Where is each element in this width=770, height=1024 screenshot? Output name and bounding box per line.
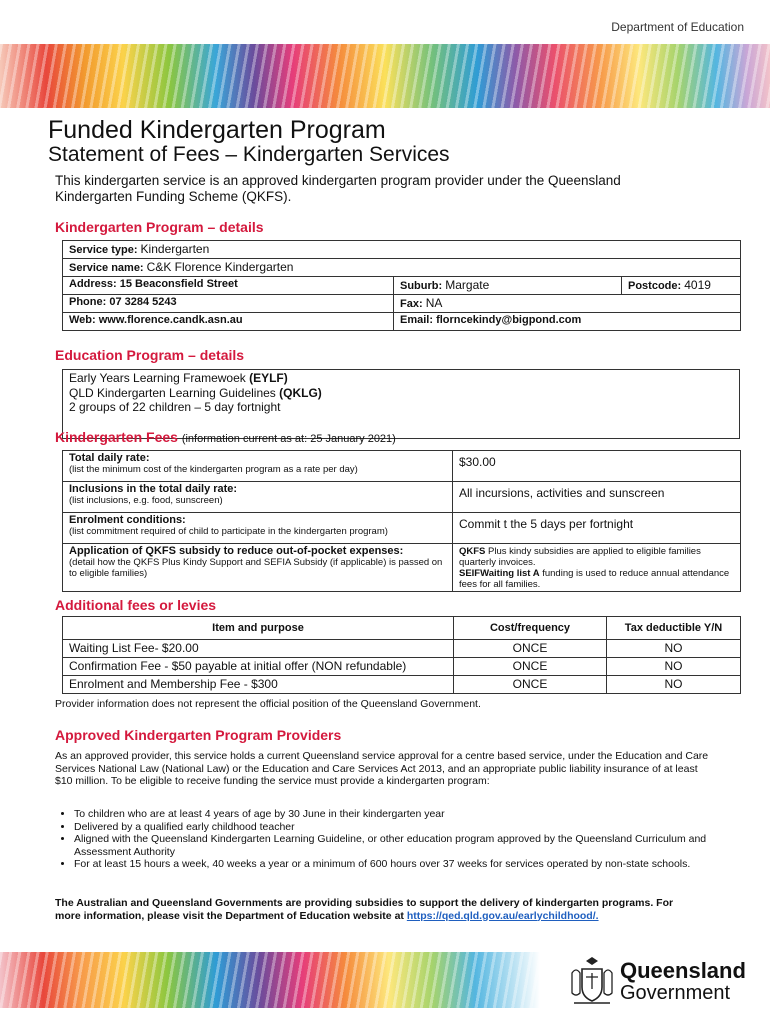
qld-crest-icon	[568, 955, 616, 1007]
education-line-qklg: QLD Kindergarten Learning Guidelines (QKLG)	[69, 385, 322, 400]
department-label: Department of Education	[611, 20, 744, 34]
service-type-cell: Service type: Kindergarten	[63, 241, 741, 259]
section-heading-fees: Kindergarten Fees (information current as at: 25 January 2021)	[55, 429, 396, 445]
subsidy-statement: The Australian and Queensland Governments are providing subsidies to support the delivery of kindergarten programs. For more information, please visit the Department of Education website at https://qed.qld.gov.au/earlychildhood/.	[55, 897, 674, 922]
decorative-banner-top	[0, 44, 770, 108]
col-header-item: Item and purpose	[63, 617, 454, 640]
web-cell: Web: www.florence.candk.asn.au	[63, 313, 394, 331]
intro-text: This kindergarten service is an approved kindergarten program provider under the Queensland Kindergarten Funding Scheme (QKFS).	[55, 173, 621, 204]
requirements-list	[55, 808, 734, 871]
address-cell: Address: 15 Beaconsfield Street	[63, 277, 394, 295]
education-line-eylf: Early Years Learning Framewoek (EYLF)	[69, 371, 288, 385]
inclusions-value: All incursions, activities and sunscreen	[453, 482, 741, 513]
decorative-banner-bottom	[0, 952, 540, 1008]
fee-row-inclusions: Inclusions in the total daily rate: (list inclusions, e.g. food, sunscreen) All incursions, activities and sunscreen	[63, 482, 741, 513]
fees-table	[62, 450, 741, 592]
service-name-cell: Service name: C&K Florence Kindergarten	[63, 259, 741, 277]
qkfs-value: QKFS Plus kindy subsidies are applied to eligible families quarterly invoices. SEIFWaiting list A funding is used to reduce annual attendance fees for all families.	[453, 544, 741, 592]
list-item: • Delivered by a qualified early childhood teacher	[74, 821, 734, 834]
list-item: • Aligned with the Queensland Kindergarten Learning Guideline, or other education program approved by the Queensland Curriculum and Assessment Authority	[74, 833, 734, 858]
approved-paragraph: As an approved provider, this service holds a current Queensland service approval for a centre based service, under the Education and Care Services National Law (National Law) or the Education and Care Services Act 2013, and an appropriate public liability insurance of at least $10 million. To be eligible to receive funding the service must provide a kindergarten program:	[55, 750, 709, 787]
disclaimer-note: Provider information does not represent the official position of the Queensland Government.	[55, 698, 481, 710]
education-line-groups: 2 groups of 22 children – 5 day fortnight	[69, 400, 281, 414]
table-row: Confirmation Fee - $50 payable at initial offer (NON refundable) ONCE NO	[63, 658, 741, 676]
col-header-cost: Cost/frequency	[454, 617, 607, 640]
qld-government-logo: Queensland Government	[620, 958, 746, 1004]
page-subtitle: Statement of Fees – Kindergarten Services	[48, 143, 450, 166]
enrolment-value: Commit t the 5 days per fortnight	[453, 513, 741, 544]
fee-row-enrolment: Enrolment conditions: (list commitment required of child to participate in the kindergarten program) Commit t the 5 days per fortnight	[63, 513, 741, 544]
section-heading-program: Kindergarten Program – details	[55, 219, 264, 235]
postcode-cell: Postcode: 4019	[622, 277, 741, 295]
section-heading-additional: Additional fees or levies	[55, 597, 217, 613]
education-website-link[interactable]: https://qed.qld.gov.au/earlychildhood/.	[406, 909, 599, 922]
page-title: Funded Kindergarten Program	[48, 116, 386, 144]
daily-rate-value: $30.00	[453, 451, 741, 482]
email-cell: Email: florncekindy@bigpond.com	[394, 313, 741, 331]
table-row: Enrolment and Membership Fee - $300 ONCE NO	[63, 676, 741, 694]
fee-row-daily-rate: Total daily rate: (list the minimum cost of the kindergarten program as a rate per day) $30.00	[63, 451, 741, 482]
program-details-table	[62, 240, 741, 331]
fee-row-qkfs: Application of QKFS subsidy to reduce out-of-pocket expenses: (detail how the QKFS Plus Kindy Support and SEFIA Subsidy (if applicable) is passed on to eligible families) QKFS Plus kindy subsidies are applied to eligible families quarterly invoices. SEIFWaiting list A funding is used to reduce annual attendance fees for all families.	[63, 544, 741, 592]
list-item: • For at least 15 hours a week, 40 weeks a year or a minimum of 600 hours over 37 weeks for services operated by non-state schools.	[74, 858, 734, 871]
additional-fees-table	[62, 616, 741, 694]
phone-cell: Phone: 07 3284 5243	[63, 295, 394, 313]
col-header-tax: Tax deductible Y/N	[607, 617, 741, 640]
section-heading-education: Education Program – details	[55, 347, 245, 363]
suburb-cell: Suburb: Margate	[394, 277, 622, 295]
fax-cell: Fax: NA	[394, 295, 741, 313]
section-heading-approved: Approved Kindergarten Program Providers	[55, 727, 342, 743]
list-item: • To children who are at least 4 years of age by 30 June in their kindergarten year	[74, 808, 734, 821]
table-row: Waiting List Fee- $20.00 ONCE NO	[63, 640, 741, 658]
